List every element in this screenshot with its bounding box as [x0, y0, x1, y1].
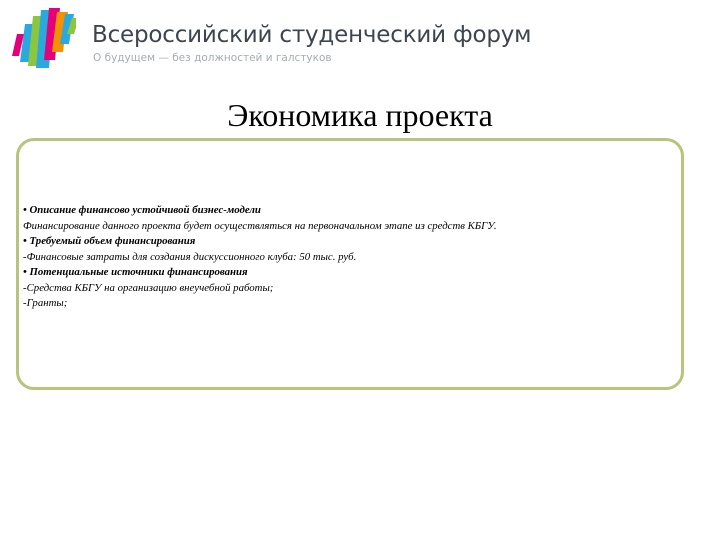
content-line: • Потенциальные источники финансирования	[23, 266, 248, 278]
brand-title: Всероссийский студенческий форум	[92, 22, 532, 48]
content-line: -Финансовые затраты для создания дискуссионного клуба: 50 тыс. руб.	[23, 250, 357, 263]
content-line: • Описание финансово устойчивой бизнес-модели	[23, 204, 261, 216]
content-line: -Средства КБГУ на организацию внеучебной работы;	[23, 281, 274, 294]
content-line: -Гранты;	[23, 297, 68, 309]
content-box	[16, 138, 684, 390]
content-line: • Требуемый объем финансирования	[23, 235, 196, 247]
brand-tagline: О будущем — без должностей и галстуков	[93, 52, 332, 64]
content-text	[23, 203, 675, 312]
forum-logo-icon	[8, 4, 76, 70]
slide-title: Экономика проекта	[227, 97, 493, 133]
content-line: Финансирование данного проекта будет осуществляться на первоначальном этапе из средств КБГУ.	[23, 219, 497, 232]
